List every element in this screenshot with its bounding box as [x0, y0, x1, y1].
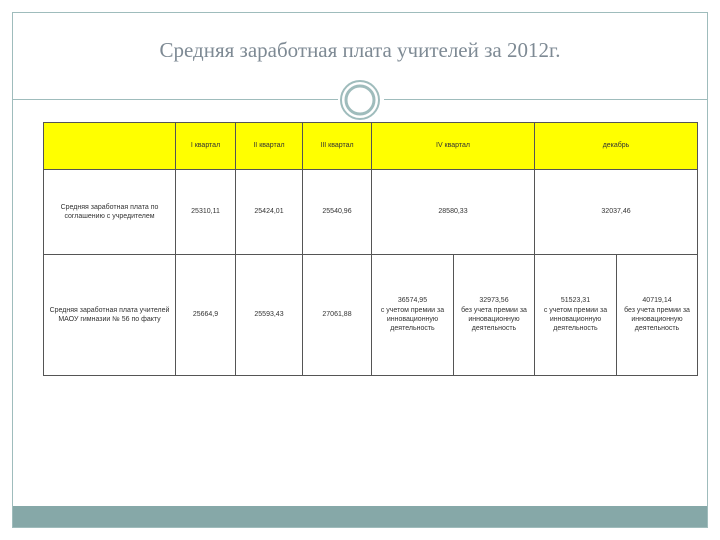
- cell-q4: 28580,33: [372, 170, 535, 255]
- note: без учета премии за инновационную деятельность: [624, 306, 690, 333]
- header-q4: IV квартал: [372, 123, 535, 170]
- value: 40719,14: [642, 297, 672, 305]
- table-row: [44, 170, 698, 255]
- cell-q4-with-bonus: [372, 255, 454, 376]
- cell-q1: 25310,11: [176, 170, 236, 255]
- note: с учетом премии за инновационную деятельность: [380, 306, 445, 333]
- row-label-agreement: Средняя заработная плата по соглашению с учредителем: [44, 170, 176, 255]
- header-blank: [44, 123, 176, 170]
- title-divider-left: [12, 99, 338, 100]
- header-december: декабрь: [535, 123, 698, 170]
- cell-q3: 25540,96: [303, 170, 372, 255]
- note: без учета премии за инновационную деятельность: [461, 306, 527, 333]
- cell-q1: 25664,9: [176, 255, 236, 376]
- value: 32973,56: [479, 297, 509, 305]
- circle-ornament-icon: [339, 79, 381, 121]
- footer-bar: [13, 506, 707, 527]
- header-q2: II квартал: [236, 123, 303, 170]
- note: с учетом премии за инновационную деятельность: [543, 306, 608, 333]
- cell-q4-without-bonus: [454, 255, 535, 376]
- cell-q3: 27061,88: [303, 255, 372, 376]
- row-label-actual: Средняя заработная плата учителей МАОУ гимназии № 56 по факту: [44, 255, 176, 376]
- cell-q2: 25424,01: [236, 170, 303, 255]
- table-row: [44, 255, 698, 376]
- header-q1: I квартал: [176, 123, 236, 170]
- header-q3: III квартал: [303, 123, 372, 170]
- salary-table: [43, 122, 698, 376]
- cell-dec-with-bonus: [535, 255, 617, 376]
- cell-q2: 25593,43: [236, 255, 303, 376]
- table-header-row: [44, 123, 698, 170]
- title-divider-right: [384, 99, 708, 100]
- cell-dec-without-bonus: [617, 255, 698, 376]
- slide-title: Средняя заработная плата учителей за 2012г.: [159, 38, 561, 62]
- cell-december: 32037,46: [535, 170, 698, 255]
- value: 36574,95: [397, 297, 428, 305]
- value: 51523,31: [560, 297, 591, 305]
